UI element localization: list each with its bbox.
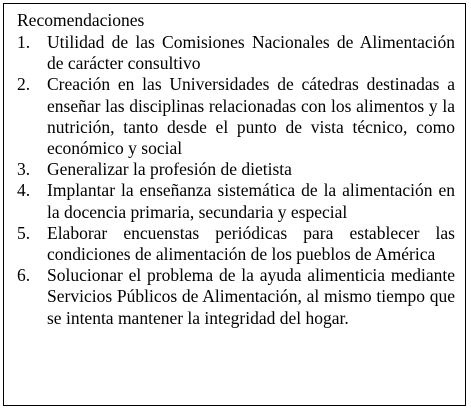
- list-item: [17, 74, 457, 159]
- item-number: 6.: [17, 265, 31, 286]
- list-item: [17, 32, 457, 74]
- recommendations-list: [17, 32, 457, 329]
- item-number: 2.: [17, 74, 31, 95]
- item-number: 3.: [17, 159, 31, 180]
- item-text: Implantar la enseñanza sistemática de la alimentación en la docencia primaria, secundaria y especial: [47, 180, 455, 222]
- recommendations-box: [3, 3, 466, 406]
- list-item: [17, 265, 457, 329]
- list-item: [17, 180, 457, 222]
- item-number: 4.: [17, 180, 31, 201]
- item-text: Utilidad de las Comisiones Nacionales de Alimentación de carácter consultivo: [47, 32, 455, 74]
- item-text: Solucionar el problema de la ayuda alimenticia mediante Servicios Públicos de Alimentación, al mismo tiempo que se intenta mantener la integridad del hogar.: [47, 265, 455, 328]
- item-number: 5.: [17, 222, 31, 243]
- list-item: [17, 223, 457, 265]
- item-text: Creación en las Universidades de cátedras destinadas a enseñar las disciplinas relacionadas con los alimentos y la nutrición, tanto desde el punto de vista técnico, como económico y social: [47, 74, 455, 159]
- item-text: Generalizar la profesión de dietista: [47, 159, 292, 180]
- item-text: Elaborar encuenstas periódicas para establecer las condiciones de alimentación de los pueblos de América: [47, 222, 455, 265]
- recommendations-heading: Recomendaciones: [17, 10, 145, 30]
- item-number: 1.: [17, 32, 31, 52]
- list-item: [17, 159, 457, 180]
